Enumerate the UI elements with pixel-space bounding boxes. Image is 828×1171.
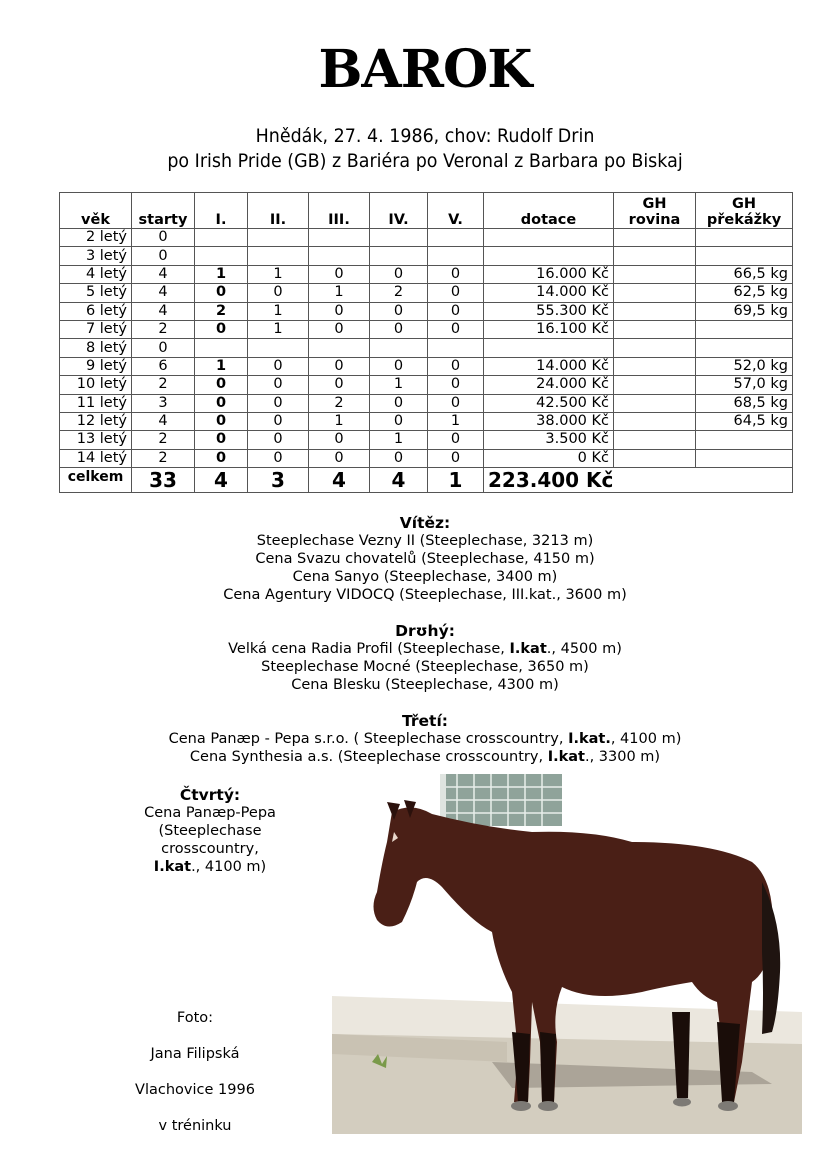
cell-p4: 0: [370, 412, 428, 430]
cell-p4: 1: [370, 376, 428, 394]
cell-prize: 16.100 Kč: [484, 320, 614, 338]
cell-p2: [248, 339, 309, 357]
table-row: [60, 229, 793, 247]
cell-p1: 0: [195, 284, 248, 302]
third-section: [0, 712, 828, 766]
cell-gh-jump: [696, 339, 793, 357]
cell-prize: 42.500 Kč: [484, 394, 614, 412]
cell-starts: 0: [132, 229, 195, 247]
cell-starts: 2: [132, 431, 195, 449]
header-gh-jump: [696, 193, 793, 229]
photo-credit: [100, 1000, 290, 1144]
cell-gh-jump: [696, 229, 793, 247]
cell-age: 12 letý: [60, 412, 132, 430]
cell-p1: [195, 339, 248, 357]
cell-gh-flat: [614, 376, 696, 394]
header-fourth: IV.: [370, 193, 428, 229]
cell-p4: 0: [370, 357, 428, 375]
cell-gh-jump: 57,0 kg: [696, 376, 793, 394]
cell-gh-flat: [614, 394, 696, 412]
cell-p4: [370, 229, 428, 247]
cell-gh-jump: [696, 449, 793, 467]
total-fourth: 4: [370, 468, 428, 493]
cell-p2: 0: [248, 431, 309, 449]
photo-credit-note: v tréninku: [158, 1118, 232, 1134]
cell-p3: 1: [309, 412, 370, 430]
cell-gh-jump: 64,5 kg: [696, 412, 793, 430]
table-row: [60, 376, 793, 394]
cell-p5: 0: [428, 376, 484, 394]
total-first: 4: [195, 468, 248, 493]
cell-p4: [370, 339, 428, 357]
header-gh-jump-line2: překážky: [706, 212, 782, 228]
table-row: [60, 394, 793, 412]
pedigree: po Irish Pride (GB) z Bariéra po Veronal z Barbara po Biskaj: [167, 150, 683, 172]
cell-p1: 1: [195, 357, 248, 375]
header-gh-flat-line2: rovina: [628, 212, 681, 228]
cell-p3: 0: [309, 320, 370, 338]
second-item: Cena Blesku (Steeplechase, 4300 m): [291, 677, 559, 693]
cell-starts: 4: [132, 412, 195, 430]
cell-p2: [248, 229, 309, 247]
header-starts: starty: [132, 193, 195, 229]
table-row: [60, 265, 793, 283]
cell-p5: 0: [428, 284, 484, 302]
third-item: [0, 730, 828, 748]
cell-starts: 6: [132, 357, 195, 375]
cell-gh-jump: 68,5 kg: [696, 394, 793, 412]
total-label: celkem: [60, 468, 132, 493]
cell-gh-jump: 66,5 kg: [696, 265, 793, 283]
cell-p5: 0: [428, 320, 484, 338]
total-starts: 33: [132, 468, 195, 493]
cell-p4: 0: [370, 320, 428, 338]
second-item-category: I.kat: [509, 641, 547, 657]
cell-gh-flat: [614, 265, 696, 283]
cell-starts: 2: [132, 376, 195, 394]
header-prize: dotace: [484, 193, 614, 229]
winner-heading: Vítěz:: [399, 514, 451, 532]
cell-age: 2 letý: [60, 229, 132, 247]
cell-p2: 1: [248, 302, 309, 320]
cell-p3: 2: [309, 394, 370, 412]
cell-p5: 0: [428, 449, 484, 467]
cell-p5: 0: [428, 302, 484, 320]
third-heading: Třetí:: [402, 712, 448, 730]
cell-prize: 14.000 Kč: [484, 357, 614, 375]
cell-p1: 0: [195, 431, 248, 449]
cell-p3: [309, 247, 370, 265]
cell-p4: 0: [370, 302, 428, 320]
cell-gh-jump: 62,5 kg: [696, 284, 793, 302]
cell-gh-jump: 52,0 kg: [696, 357, 793, 375]
third-item-text: , 4100 m): [610, 731, 682, 747]
cell-prize: 38.000 Kč: [484, 412, 614, 430]
cell-p3: 0: [309, 302, 370, 320]
cell-p4: 0: [370, 394, 428, 412]
cell-gh-flat: [614, 302, 696, 320]
cell-p5: 1: [428, 412, 484, 430]
cell-p3: 0: [309, 449, 370, 467]
table-row: [60, 247, 793, 265]
header-second: II.: [248, 193, 309, 229]
cell-age: 13 letý: [60, 431, 132, 449]
second-item-text: ., 4500 m): [546, 641, 622, 657]
header-gh-flat: [614, 193, 696, 229]
header-first: I.: [195, 193, 248, 229]
window-glass-blocks: [440, 774, 562, 826]
table-row: [60, 431, 793, 449]
second-item: [0, 640, 828, 658]
cell-gh-flat: [614, 449, 696, 467]
winner-item: Cena Sanyo (Steeplechase, 3400 m): [292, 569, 558, 585]
cell-p4: 0: [370, 449, 428, 467]
cell-age: 5 letý: [60, 284, 132, 302]
cell-p1: 0: [195, 394, 248, 412]
cell-p2: 0: [248, 376, 309, 394]
fourth-heading: Čtvrtý:: [179, 786, 241, 804]
cell-p5: [428, 229, 484, 247]
cell-gh-flat: [614, 431, 696, 449]
cell-p5: [428, 247, 484, 265]
table-row: [60, 449, 793, 467]
cell-gh-jump: [696, 431, 793, 449]
cell-prize: [484, 339, 614, 357]
photo-credit-label: Foto:: [176, 1010, 214, 1026]
cell-starts: 4: [132, 265, 195, 283]
cell-starts: 2: [132, 320, 195, 338]
cell-p1: 2: [195, 302, 248, 320]
table-header-row: [60, 193, 793, 229]
cell-p1: 0: [195, 449, 248, 467]
cell-prize: 14.000 Kč: [484, 284, 614, 302]
cell-prize: 24.000 Kč: [484, 376, 614, 394]
cell-age: 11 letý: [60, 394, 132, 412]
cell-p1: 0: [195, 320, 248, 338]
second-section: [0, 622, 828, 694]
table-row: [60, 412, 793, 430]
cell-gh-jump: [696, 320, 793, 338]
winner-item: Cena Agentury VIDOCQ (Steeplechase, III.kat., 3600 m): [223, 587, 627, 603]
table-row: [60, 284, 793, 302]
fourth-line: [110, 858, 310, 876]
cell-gh-flat: [614, 229, 696, 247]
winner-item: Steeplechase Vezny II (Steeplechase, 3213 m): [256, 533, 594, 549]
cell-starts: 4: [132, 284, 195, 302]
horse-photo: [332, 772, 802, 1134]
second-item-text: Velká cena Radia Profil (Steeplechase,: [228, 641, 510, 657]
cell-starts: 2: [132, 449, 195, 467]
total-second: 3: [248, 468, 309, 493]
cell-prize: 55.300 Kč: [484, 302, 614, 320]
cell-p1: 0: [195, 412, 248, 430]
cell-prize: [484, 229, 614, 247]
third-item-text: Cena Panæp - Pepa s.r.o. ( Steeplechase crosscountry,: [168, 731, 569, 747]
header-age: věk: [60, 193, 132, 229]
cell-prize: 16.000 Kč: [484, 265, 614, 283]
table-row: [60, 339, 793, 357]
third-item-category: I.kat: [547, 749, 585, 765]
cell-age: 7 letý: [60, 320, 132, 338]
third-item-text: Cena Synthesia a.s. (Steeplechase crosscountry,: [189, 749, 548, 765]
page-title: BAROK: [318, 39, 532, 100]
cell-age: 3 letý: [60, 247, 132, 265]
cell-p2: 0: [248, 412, 309, 430]
header-third: III.: [309, 193, 370, 229]
table-total-row: [60, 468, 793, 493]
cell-starts: 0: [132, 247, 195, 265]
total-third: 4: [309, 468, 370, 493]
cell-starts: 4: [132, 302, 195, 320]
cell-p4: 2: [370, 284, 428, 302]
cell-p2: 0: [248, 284, 309, 302]
cell-gh-flat: [614, 339, 696, 357]
header-gh-flat-line1: GH: [642, 196, 667, 212]
horse-info: Hnědák, 27. 4. 1986, chov: Rudolf Drin: [255, 125, 595, 147]
cell-p5: 0: [428, 394, 484, 412]
total-fifth: 1: [428, 468, 484, 493]
cell-p5: [428, 339, 484, 357]
winner-item: Cena Svazu chovatelů (Steeplechase, 4150 m): [255, 551, 595, 567]
cell-gh-flat: [614, 284, 696, 302]
cell-age: 10 letý: [60, 376, 132, 394]
cell-gh-jump: 69,5 kg: [696, 302, 793, 320]
cell-p2: 0: [248, 394, 309, 412]
cell-gh-jump: [696, 247, 793, 265]
cell-p5: 0: [428, 431, 484, 449]
second-heading: Drʊhý:: [395, 622, 455, 640]
cell-age: 14 letý: [60, 449, 132, 467]
cell-p2: 1: [248, 265, 309, 283]
cell-p2: 0: [248, 357, 309, 375]
fourth-section: [110, 786, 310, 876]
cell-gh-flat: [614, 412, 696, 430]
photo-credit-author: Jana Filipská: [150, 1046, 240, 1062]
fourth-line: Cena Panæp-Pepa: [144, 805, 276, 821]
table-row: [60, 357, 793, 375]
cell-prize: 3.500 Kč: [484, 431, 614, 449]
second-item: Steeplechase Mocné (Steeplechase, 3650 m): [261, 659, 589, 675]
cell-p1: 0: [195, 376, 248, 394]
cell-p3: 0: [309, 431, 370, 449]
fourth-line: (Steeplechase crosscountry,: [158, 823, 262, 857]
table-row: [60, 320, 793, 338]
fourth-category: I.kat: [153, 859, 192, 875]
cell-starts: 0: [132, 339, 195, 357]
cell-gh-flat: [614, 320, 696, 338]
cell-prize: [484, 247, 614, 265]
cell-p3: 0: [309, 265, 370, 283]
cell-p1: [195, 247, 248, 265]
cell-age: 8 letý: [60, 339, 132, 357]
cell-p5: 0: [428, 357, 484, 375]
fourth-line-text: ., 4100 m): [191, 859, 267, 875]
cell-age: 4 letý: [60, 265, 132, 283]
cell-p3: [309, 339, 370, 357]
cell-p2: 1: [248, 320, 309, 338]
cell-p4: [370, 247, 428, 265]
cell-p3: 0: [309, 376, 370, 394]
cell-prize: 0 Kč: [484, 449, 614, 467]
cell-p1: 1: [195, 265, 248, 283]
photo-credit-place: Vlachovice 1996: [135, 1082, 255, 1098]
cell-gh-flat: [614, 357, 696, 375]
cell-p2: [248, 247, 309, 265]
third-item-category: I.kat.: [568, 731, 611, 747]
cell-p3: 0: [309, 357, 370, 375]
cell-p4: 0: [370, 265, 428, 283]
cell-p5: 0: [428, 265, 484, 283]
race-stats-table: [59, 192, 793, 493]
third-item-text: ., 3300 m): [584, 749, 661, 765]
header-fifth: V.: [428, 193, 484, 229]
cell-p3: [309, 229, 370, 247]
cell-gh-flat: [614, 247, 696, 265]
cell-age: 9 letý: [60, 357, 132, 375]
table-row: [60, 302, 793, 320]
cell-p2: 0: [248, 449, 309, 467]
cell-p1: [195, 229, 248, 247]
third-item: [0, 748, 828, 766]
winner-section: [0, 514, 828, 604]
total-prize: 223.400 Kč: [484, 468, 793, 493]
header-gh-jump-line1: GH: [731, 196, 757, 212]
cell-starts: 3: [132, 394, 195, 412]
cell-p3: 1: [309, 284, 370, 302]
cell-age: 6 letý: [60, 302, 132, 320]
cell-p4: 1: [370, 431, 428, 449]
